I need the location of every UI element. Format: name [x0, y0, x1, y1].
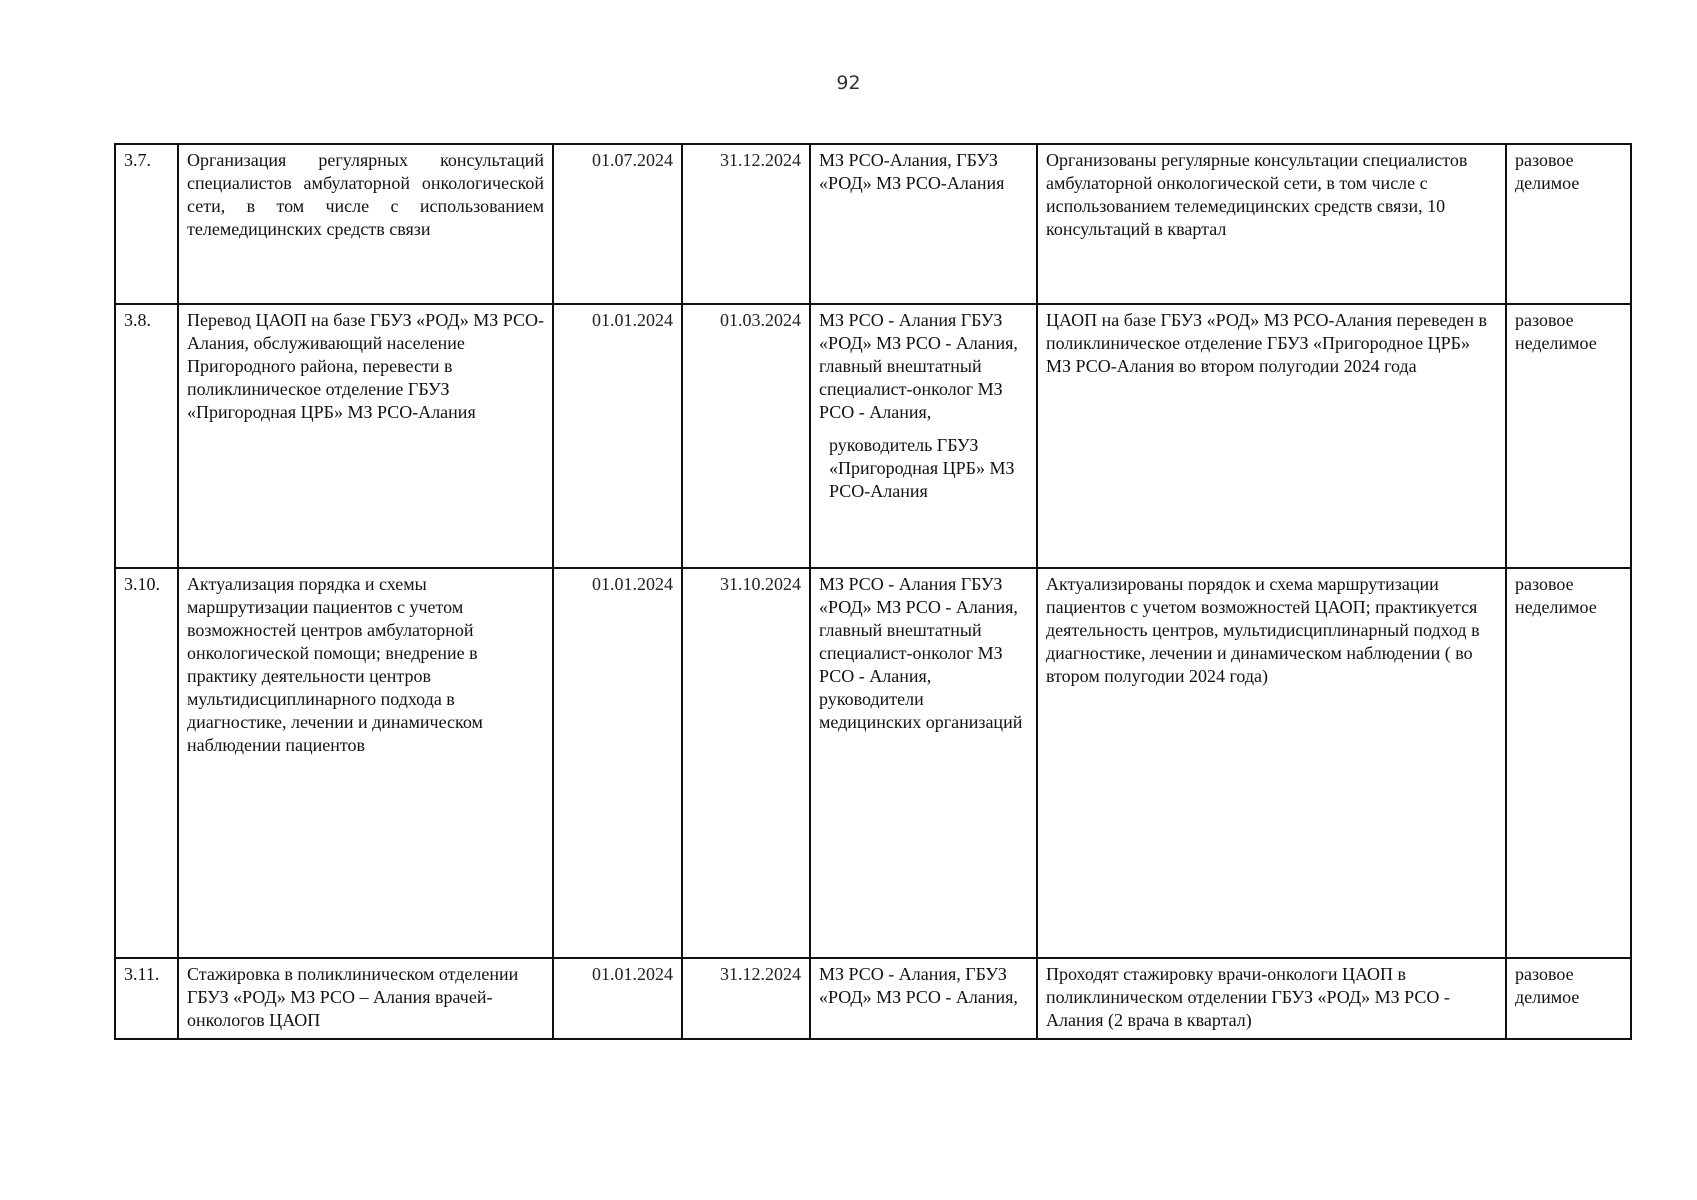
page-number: 92	[836, 72, 861, 94]
start-date: 01.01.2024	[553, 958, 682, 1039]
task-description: Стажировка в поликлиническом отделении ГБУЗ «РОД» МЗ РСО – Алания врачей-онкологов ЦАОП	[178, 958, 553, 1039]
table-row	[115, 304, 1631, 568]
responsible-cell	[810, 568, 1037, 958]
table-row	[115, 144, 1631, 304]
task-description: Перевод ЦАОП на базе ГБУЗ «РОД» МЗ РСО-Алания, обслуживающий население Пригородного района, перевести в поликлиническое отделение ГБУЗ «Пригородная ЦРБ» МЗ РСО-Алания	[178, 304, 553, 568]
task-type-label: делимое	[1515, 173, 1580, 193]
task-type-label: неделимое	[1515, 333, 1597, 353]
end-date: 01.03.2024	[682, 304, 810, 568]
result-description: Организованы регулярные консультации специалистов амбулаторной онкологической сети, в том числе с использованием телемедицинских средств связи, 10 консультаций в квартал	[1037, 144, 1506, 304]
responsible-cell	[810, 958, 1037, 1039]
responsible-text: МЗ РСО - Алания ГБУЗ «РОД» МЗ РСО - Алания,	[819, 310, 1018, 353]
end-date: 31.12.2024	[682, 958, 810, 1039]
table-row	[115, 958, 1631, 1039]
task-description: Организация регулярных консультаций специалистов амбулаторной онкологической сети, в том числе с использованием телемедицинских средств связи	[178, 144, 553, 304]
responsible-text: руководитель ГБУЗ «Пригородная ЦРБ» МЗ РСО-Алания	[829, 435, 1015, 501]
row-number: 3.7.	[115, 144, 178, 304]
responsible-text: МЗ РСО-Алания, ГБУЗ «РОД» МЗ РСО-Алания	[819, 150, 1005, 193]
task-type-cell	[1506, 144, 1631, 304]
task-type-label: неделимое	[1515, 597, 1597, 617]
responsible-text: главный внештатный специалист-онколог МЗ РСО - Алания,	[819, 356, 1003, 422]
result-description: Актуализированы порядок и схема маршрутизации пациентов с учетом возможностей ЦАОП; практикуется деятельность центров, мультидисциплинарный подход в диагностике, лечении и динамическом наблюдении ( во втором полугодии 2024 года)	[1037, 568, 1506, 958]
start-date: 01.01.2024	[553, 568, 682, 958]
row-number: 3.10.	[115, 568, 178, 958]
start-date: 01.01.2024	[553, 304, 682, 568]
row-number: 3.8.	[115, 304, 178, 568]
task-type-label: разовое	[1515, 964, 1574, 984]
activities-table	[114, 143, 1632, 1040]
task-type-label: разовое	[1515, 150, 1574, 170]
task-description: Актуализация порядка и схемы маршрутизации пациентов с учетом возможностей центров амбулаторной онкологической помощи; внедрение в практику деятельности центров мультидисциплинарного подхода в диагностике, лечении и динамическом наблюдении пациентов	[178, 568, 553, 958]
responsible-text: МЗ РСО - Алания, ГБУЗ «РОД» МЗ РСО - Алания,	[819, 964, 1018, 1007]
result-description: ЦАОП на базе ГБУЗ «РОД» МЗ РСО-Алания переведен в поликлиническое отделение ГБУЗ «Пригородное ЦРБ» МЗ РСО-Алания во втором полугодии 2024 года	[1037, 304, 1506, 568]
table-row	[115, 568, 1631, 958]
responsible-cell	[810, 144, 1037, 304]
row-number: 3.11.	[115, 958, 178, 1039]
end-date: 31.10.2024	[682, 568, 810, 958]
task-type-cell	[1506, 304, 1631, 568]
responsible-cell	[810, 304, 1037, 568]
task-type-cell	[1506, 568, 1631, 958]
start-date: 01.07.2024	[553, 144, 682, 304]
task-type-label: разовое	[1515, 310, 1574, 330]
responsible-text: МЗ РСО - Алания ГБУЗ «РОД» МЗ РСО - Алания, главный внештатный специалист-онколог МЗ РСО - Алания, руководители медицинских организаций	[819, 574, 1023, 732]
task-type-label: делимое	[1515, 987, 1580, 1007]
result-description: Проходят стажировку врачи-онкологи ЦАОП в поликлиническом отделении ГБУЗ «РОД» МЗ РСО - Алания (2 врача в квартал)	[1037, 958, 1506, 1039]
task-type-cell	[1506, 958, 1631, 1039]
task-type-label: разовое	[1515, 574, 1574, 594]
end-date: 31.12.2024	[682, 144, 810, 304]
